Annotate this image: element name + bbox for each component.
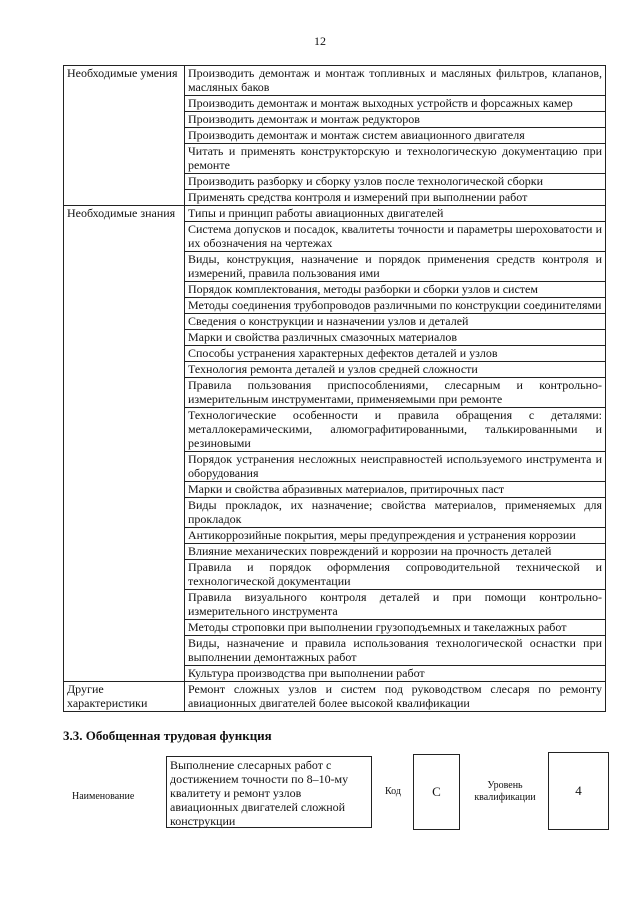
requirement-cell: Ремонт сложных узлов и систем под руководством слесаря по ремонту авиационных двигателей более высокой квалификации <box>185 682 606 712</box>
requirements-table <box>63 65 606 712</box>
requirement-cell: Виды, назначение и правила использования технологической оснастки при выполнении демонтажных работ <box>185 636 606 666</box>
category-cell: Необходимые умения <box>64 66 185 206</box>
table-row <box>64 66 606 96</box>
table-row <box>64 206 606 222</box>
requirement-cell: Типы и принцип работы авиационных двигателей <box>185 206 606 222</box>
page-number: 12 <box>314 34 326 48</box>
requirement-cell: Технологические особенности и правила обращения с деталями: металлокерамическими, алюмографитированными, талькированными и резиновыми <box>185 408 606 452</box>
requirement-cell: Правила и порядок оформления сопроводительной технической и технологической документации <box>185 560 606 590</box>
requirement-cell: Производить демонтаж и монтаж редукторов <box>185 112 606 128</box>
requirement-cell: Методы соединения трубопроводов различными по конструкции соединителями <box>185 298 606 314</box>
category-cell: Другие характеристики <box>64 682 185 712</box>
requirement-cell: Методы строповки при выполнении грузоподъемных и такелажных работ <box>185 620 606 636</box>
code-label: Код <box>385 786 401 797</box>
level-label: Уровень квалификации <box>474 780 536 803</box>
requirement-cell: Виды, конструкция, назначение и порядок применения средств контроля и измерений, правила пользования ими <box>185 252 606 282</box>
table-row <box>64 682 606 712</box>
requirement-cell: Антикоррозийные покрытия, меры предупреждения и устранения коррозии <box>185 528 606 544</box>
requirement-cell: Сведения о конструкции и назначении узлов и деталей <box>185 314 606 330</box>
requirement-cell: Способы устранения характерных дефектов деталей и узлов <box>185 346 606 362</box>
requirement-cell: Порядок комплектования, методы разборки и сборки узлов и систем <box>185 282 606 298</box>
requirement-cell: Производить разборку и сборку узлов после технологической сборки <box>185 174 606 190</box>
function-name-box: Выполнение слесарных работ с достижением точности по 8–10-му квалитету и ремонт узлов авиационных двигателей сложной конструкции <box>166 756 372 828</box>
requirement-cell: Правила пользования приспособлениями, слесарным и контрольно-измерительным инструментами, применяемыми при ремонте <box>185 378 606 408</box>
requirement-cell: Порядок устранения несложных неисправностей используемого инструмента и оборудования <box>185 452 606 482</box>
requirement-cell: Читать и применять конструкторскую и технологическую документацию при ремонте <box>185 144 606 174</box>
requirement-cell: Виды прокладок, их назначение; свойства материалов, применяемых для прокладок <box>185 498 606 528</box>
requirement-cell: Применять средства контроля и измерений при выполнении работ <box>185 190 606 206</box>
requirement-cell: Правила визуального контроля деталей и при помощи контрольно-измерительного инструмента <box>185 590 606 620</box>
requirement-cell: Производить демонтаж и монтаж систем авиационного двигателя <box>185 128 606 144</box>
requirement-cell: Культура производства при выполнении работ <box>185 666 606 682</box>
requirement-cell: Марки и свойства различных смазочных материалов <box>185 330 606 346</box>
section-heading: 3.3. Обобщенная трудовая функция <box>63 728 272 743</box>
qualification-level-box: 4 <box>548 752 609 830</box>
function-code-box: С <box>413 754 460 830</box>
requirement-cell: Производить демонтаж и монтаж топливных и масляных фильтров, клапанов, масляных баков <box>185 66 606 96</box>
category-cell: Необходимые знания <box>64 206 185 682</box>
requirement-cell: Система допусков и посадок, квалитеты точности и параметры шероховатости и их обозначения на чертежах <box>185 222 606 252</box>
name-label: Наименование <box>72 791 135 802</box>
requirement-cell: Влияние механических повреждений и коррозии на прочность деталей <box>185 544 606 560</box>
requirement-cell: Технология ремонта деталей и узлов средней сложности <box>185 362 606 378</box>
requirement-cell: Марки и свойства абразивных материалов, притирочных паст <box>185 482 606 498</box>
requirement-cell: Производить демонтаж и монтаж выходных устройств и форсажных камер <box>185 96 606 112</box>
